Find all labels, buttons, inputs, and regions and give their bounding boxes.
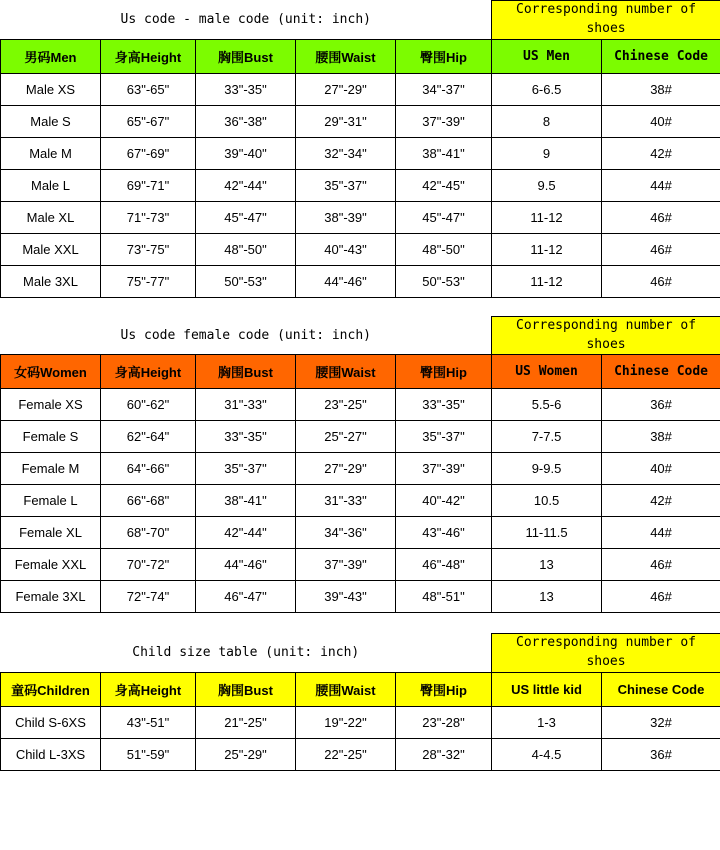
women-col-header-size: 女码Women bbox=[1, 355, 101, 389]
women-col-header-hip: 臀围Hip bbox=[396, 355, 492, 389]
child-col-header-us: US little kid bbox=[492, 673, 602, 707]
cell: Child L-3XS bbox=[1, 739, 101, 771]
cell: 31"-33" bbox=[296, 485, 396, 517]
cell: 73"-75" bbox=[101, 233, 196, 265]
cell: 34"-36" bbox=[296, 517, 396, 549]
cell: Female 3XL bbox=[1, 581, 101, 613]
cell: 22"-25" bbox=[296, 739, 396, 771]
cell: 45"-47" bbox=[196, 201, 296, 233]
men-col-header-us: US Men bbox=[492, 39, 602, 73]
cell: 32# bbox=[602, 707, 720, 739]
cell: 72"-74" bbox=[101, 581, 196, 613]
men-col-header-height: 身高Height bbox=[101, 39, 196, 73]
cell: 46# bbox=[602, 265, 720, 297]
cell: 31"-33" bbox=[196, 389, 296, 421]
cell: 37"-39" bbox=[396, 453, 492, 485]
cell: 48"-50" bbox=[396, 233, 492, 265]
cell: 4-4.5 bbox=[492, 739, 602, 771]
cell: 11-12 bbox=[492, 265, 602, 297]
child-col-header-waist: 腰围Waist bbox=[296, 673, 396, 707]
cell: 13 bbox=[492, 581, 602, 613]
women-col-header-waist: 腰围Waist bbox=[296, 355, 396, 389]
cell: 19"-22" bbox=[296, 707, 396, 739]
cell: 5.5-6 bbox=[492, 389, 602, 421]
men-col-header-size: 男码Men bbox=[1, 39, 101, 73]
cell: 13 bbox=[492, 549, 602, 581]
cell: 39"-40" bbox=[196, 137, 296, 169]
child-shoes-title: Corresponding number of shoes bbox=[492, 634, 720, 673]
cell: Female L bbox=[1, 485, 101, 517]
cell: 46# bbox=[602, 549, 720, 581]
cell: 46"-47" bbox=[196, 581, 296, 613]
cell: 46# bbox=[602, 233, 720, 265]
women-header-row bbox=[1, 355, 720, 389]
men-col-header-bust: 胸围Bust bbox=[196, 39, 296, 73]
table-row bbox=[1, 169, 720, 201]
cell: Male 3XL bbox=[1, 265, 101, 297]
cell: 1-3 bbox=[492, 707, 602, 739]
cell: 46# bbox=[602, 201, 720, 233]
cell: 44"-46" bbox=[296, 265, 396, 297]
cell: 27"-29" bbox=[296, 453, 396, 485]
cell: Female XXL bbox=[1, 549, 101, 581]
cell: 43"-46" bbox=[396, 517, 492, 549]
cell: 9-9.5 bbox=[492, 453, 602, 485]
cell: 23"-25" bbox=[296, 389, 396, 421]
cell: 42# bbox=[602, 137, 720, 169]
table-row bbox=[1, 707, 720, 739]
section-spacer bbox=[0, 613, 720, 633]
cell: 68"-70" bbox=[101, 517, 196, 549]
table-row bbox=[1, 389, 720, 421]
cell: 44"-46" bbox=[196, 549, 296, 581]
cell: 33"-35" bbox=[196, 421, 296, 453]
cell: 35"-37" bbox=[196, 453, 296, 485]
cell: 36"-38" bbox=[196, 105, 296, 137]
cell: 42"-45" bbox=[396, 169, 492, 201]
table-row bbox=[1, 485, 720, 517]
cell: 9.5 bbox=[492, 169, 602, 201]
cell: 34"-37" bbox=[396, 73, 492, 105]
table-row bbox=[1, 265, 720, 297]
cell: 25"-27" bbox=[296, 421, 396, 453]
women-size-table bbox=[0, 316, 720, 614]
men-col-header-waist: 腰围Waist bbox=[296, 39, 396, 73]
men-shoes-title: Corresponding number of shoes bbox=[492, 1, 720, 40]
cell: Female XL bbox=[1, 517, 101, 549]
cell: 50"-53" bbox=[196, 265, 296, 297]
table-row bbox=[1, 453, 720, 485]
cell: Male S bbox=[1, 105, 101, 137]
women-col-header-height: 身高Height bbox=[101, 355, 196, 389]
cell: 43"-51" bbox=[101, 707, 196, 739]
cell: 33"-35" bbox=[396, 389, 492, 421]
child-col-header-hip: 臀围Hip bbox=[396, 673, 492, 707]
cell: 36# bbox=[602, 739, 720, 771]
women-title-row bbox=[1, 316, 720, 355]
child-col-header-height: 身高Height bbox=[101, 673, 196, 707]
cell: Male XXL bbox=[1, 233, 101, 265]
cell: 10.5 bbox=[492, 485, 602, 517]
cell: 75"-77" bbox=[101, 265, 196, 297]
cell: 70"-72" bbox=[101, 549, 196, 581]
cell: 45"-47" bbox=[396, 201, 492, 233]
cell: 11-12 bbox=[492, 233, 602, 265]
cell: 21"-25" bbox=[196, 707, 296, 739]
cell: 36# bbox=[602, 389, 720, 421]
cell: 38# bbox=[602, 421, 720, 453]
cell: 27"-29" bbox=[296, 73, 396, 105]
cell: 40"-43" bbox=[296, 233, 396, 265]
men-header-row bbox=[1, 39, 720, 73]
cell: Female M bbox=[1, 453, 101, 485]
cell: 50"-53" bbox=[396, 265, 492, 297]
cell: 38"-41" bbox=[396, 137, 492, 169]
section-spacer bbox=[0, 298, 720, 316]
cell: 66"-68" bbox=[101, 485, 196, 517]
women-title: Us code female code (unit: inch) bbox=[1, 316, 492, 355]
cell: 38# bbox=[602, 73, 720, 105]
child-header-row bbox=[1, 673, 720, 707]
cell: 71"-73" bbox=[101, 201, 196, 233]
cell: 63"-65" bbox=[101, 73, 196, 105]
child-col-header-size: 童码Children bbox=[1, 673, 101, 707]
cell: 8 bbox=[492, 105, 602, 137]
cell: 37"-39" bbox=[296, 549, 396, 581]
cell: 35"-37" bbox=[296, 169, 396, 201]
women-col-header-bust: 胸围Bust bbox=[196, 355, 296, 389]
cell: 42# bbox=[602, 485, 720, 517]
cell: 60"-62" bbox=[101, 389, 196, 421]
cell: 62"-64" bbox=[101, 421, 196, 453]
cell: 46# bbox=[602, 581, 720, 613]
cell: Male M bbox=[1, 137, 101, 169]
table-row bbox=[1, 73, 720, 105]
cell: 44# bbox=[602, 517, 720, 549]
cell: 48"-50" bbox=[196, 233, 296, 265]
table-row bbox=[1, 739, 720, 771]
cell: 23"-28" bbox=[396, 707, 492, 739]
cell: 42"-44" bbox=[196, 169, 296, 201]
cell: 39"-43" bbox=[296, 581, 396, 613]
cell: 38"-39" bbox=[296, 201, 396, 233]
child-title: Child size table (unit: inch) bbox=[1, 634, 492, 673]
table-row bbox=[1, 201, 720, 233]
cell: 32"-34" bbox=[296, 137, 396, 169]
men-col-header-chinese: Chinese Code bbox=[602, 39, 720, 73]
table-row bbox=[1, 233, 720, 265]
table-row bbox=[1, 581, 720, 613]
table-row bbox=[1, 137, 720, 169]
cell: 37"-39" bbox=[396, 105, 492, 137]
women-shoes-title: Corresponding number of shoes bbox=[492, 316, 720, 355]
men-title-row bbox=[1, 1, 720, 40]
cell: 25"-29" bbox=[196, 739, 296, 771]
cell: 40# bbox=[602, 453, 720, 485]
cell: Female S bbox=[1, 421, 101, 453]
cell: 40"-42" bbox=[396, 485, 492, 517]
cell: 69"-71" bbox=[101, 169, 196, 201]
cell: 35"-37" bbox=[396, 421, 492, 453]
cell: 44# bbox=[602, 169, 720, 201]
child-col-header-bust: 胸围Bust bbox=[196, 673, 296, 707]
cell: 51"-59" bbox=[101, 739, 196, 771]
cell: 67"-69" bbox=[101, 137, 196, 169]
cell: Male XS bbox=[1, 73, 101, 105]
men-col-header-hip: 臀围Hip bbox=[396, 39, 492, 73]
cell: 48"-51" bbox=[396, 581, 492, 613]
cell: 65"-67" bbox=[101, 105, 196, 137]
table-row bbox=[1, 421, 720, 453]
cell: 64"-66" bbox=[101, 453, 196, 485]
cell: 6-6.5 bbox=[492, 73, 602, 105]
men-size-table bbox=[0, 0, 720, 298]
table-row bbox=[1, 549, 720, 581]
cell: 46"-48" bbox=[396, 549, 492, 581]
women-col-header-us: US Women bbox=[492, 355, 602, 389]
cell: 11-12 bbox=[492, 201, 602, 233]
cell: Child S-6XS bbox=[1, 707, 101, 739]
cell: 7-7.5 bbox=[492, 421, 602, 453]
table-row bbox=[1, 517, 720, 549]
cell: 40# bbox=[602, 105, 720, 137]
cell: 42"-44" bbox=[196, 517, 296, 549]
table-row bbox=[1, 105, 720, 137]
cell: 11-11.5 bbox=[492, 517, 602, 549]
cell: Male L bbox=[1, 169, 101, 201]
cell: 33"-35" bbox=[196, 73, 296, 105]
cell: Female XS bbox=[1, 389, 101, 421]
cell: 28"-32" bbox=[396, 739, 492, 771]
cell: 29"-31" bbox=[296, 105, 396, 137]
child-size-table bbox=[0, 633, 720, 771]
child-title-row bbox=[1, 634, 720, 673]
child-col-header-chinese: Chinese Code bbox=[602, 673, 720, 707]
women-col-header-chinese: Chinese Code bbox=[602, 355, 720, 389]
cell: Male XL bbox=[1, 201, 101, 233]
men-title: Us code - male code (unit: inch) bbox=[1, 1, 492, 40]
cell: 38"-41" bbox=[196, 485, 296, 517]
cell: 9 bbox=[492, 137, 602, 169]
